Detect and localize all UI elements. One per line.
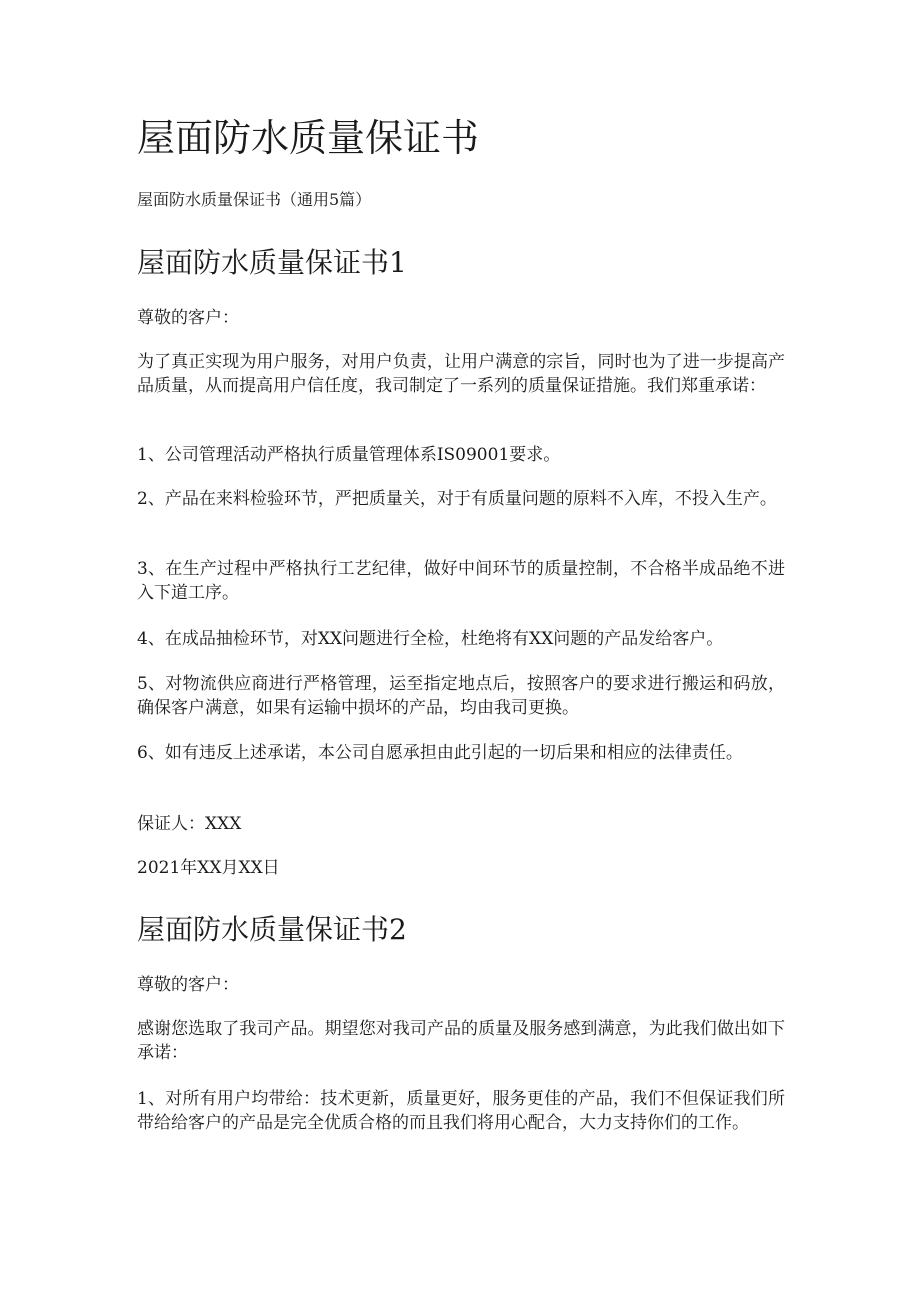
section-2-intro: 感谢您选取了我司产品。期望您对我司产品的质量及服务感到满意，为此我们做出如下承诺： xyxy=(137,1019,785,1063)
section-1-item-5: 5、对物流供应商进行严格管理，运至指定地点后，按照客户的要求进行搬运和码放，确保客户满意，如果有运输中损坏的产品，均由我司更换。 xyxy=(137,674,785,718)
section-2-heading: 屋面防水质量保证书2 xyxy=(137,913,407,946)
section-1-item-1: 1、公司管理活动严格执行质量管理体系IS09001要求。 xyxy=(137,445,561,465)
document-subtitle: 屋面防水质量保证书（通用5篇） xyxy=(137,190,372,209)
section-1-item-6: 6、如有违反上述承诺，本公司自愿承担由此引起的一切后果和相应的法律责任。 xyxy=(137,743,743,763)
section-1-item-4: 4、在成品抽检环节，对XX问题进行全检，杜绝将有XX问题的产品发给客户。 xyxy=(137,629,724,649)
section-1-guarantor: 保证人：XXX xyxy=(137,814,242,834)
document-title: 屋面防水质量保证书 xyxy=(137,116,480,160)
section-1-item-2: 2、产品在来料检验环节，严把质量关，对于有质量问题的原料不入库，不投入生产。 xyxy=(137,489,777,509)
section-2-salutation: 尊敬的客户： xyxy=(137,975,239,995)
section-2-item-1: 1、对所有用户均带给：技术更新，质量更好，服务更佳的产品，我们不但保证我们所带给给客户的产品是完全优质合格的而且我们将用心配合，大力支持你们的工作。 xyxy=(137,1089,785,1133)
section-1-item-3: 3、在生产过程中严格执行工艺纪律，做好中间环节的质量控制，不合格半成品绝不进入下道工序。 xyxy=(137,559,785,603)
section-1-heading: 屋面防水质量保证书1 xyxy=(137,246,407,279)
section-1-intro: 为了真正实现为用户服务，对用户负责，让用户满意的宗旨，同时也为了进一步提高产品质量，从而提高用户信任度，我司制定了一系列的质量保证措施。我们郑重承诺： xyxy=(137,352,785,396)
section-1-salutation: 尊敬的客户： xyxy=(137,308,239,328)
section-1-date: 2021年XX月XX日 xyxy=(137,858,280,878)
